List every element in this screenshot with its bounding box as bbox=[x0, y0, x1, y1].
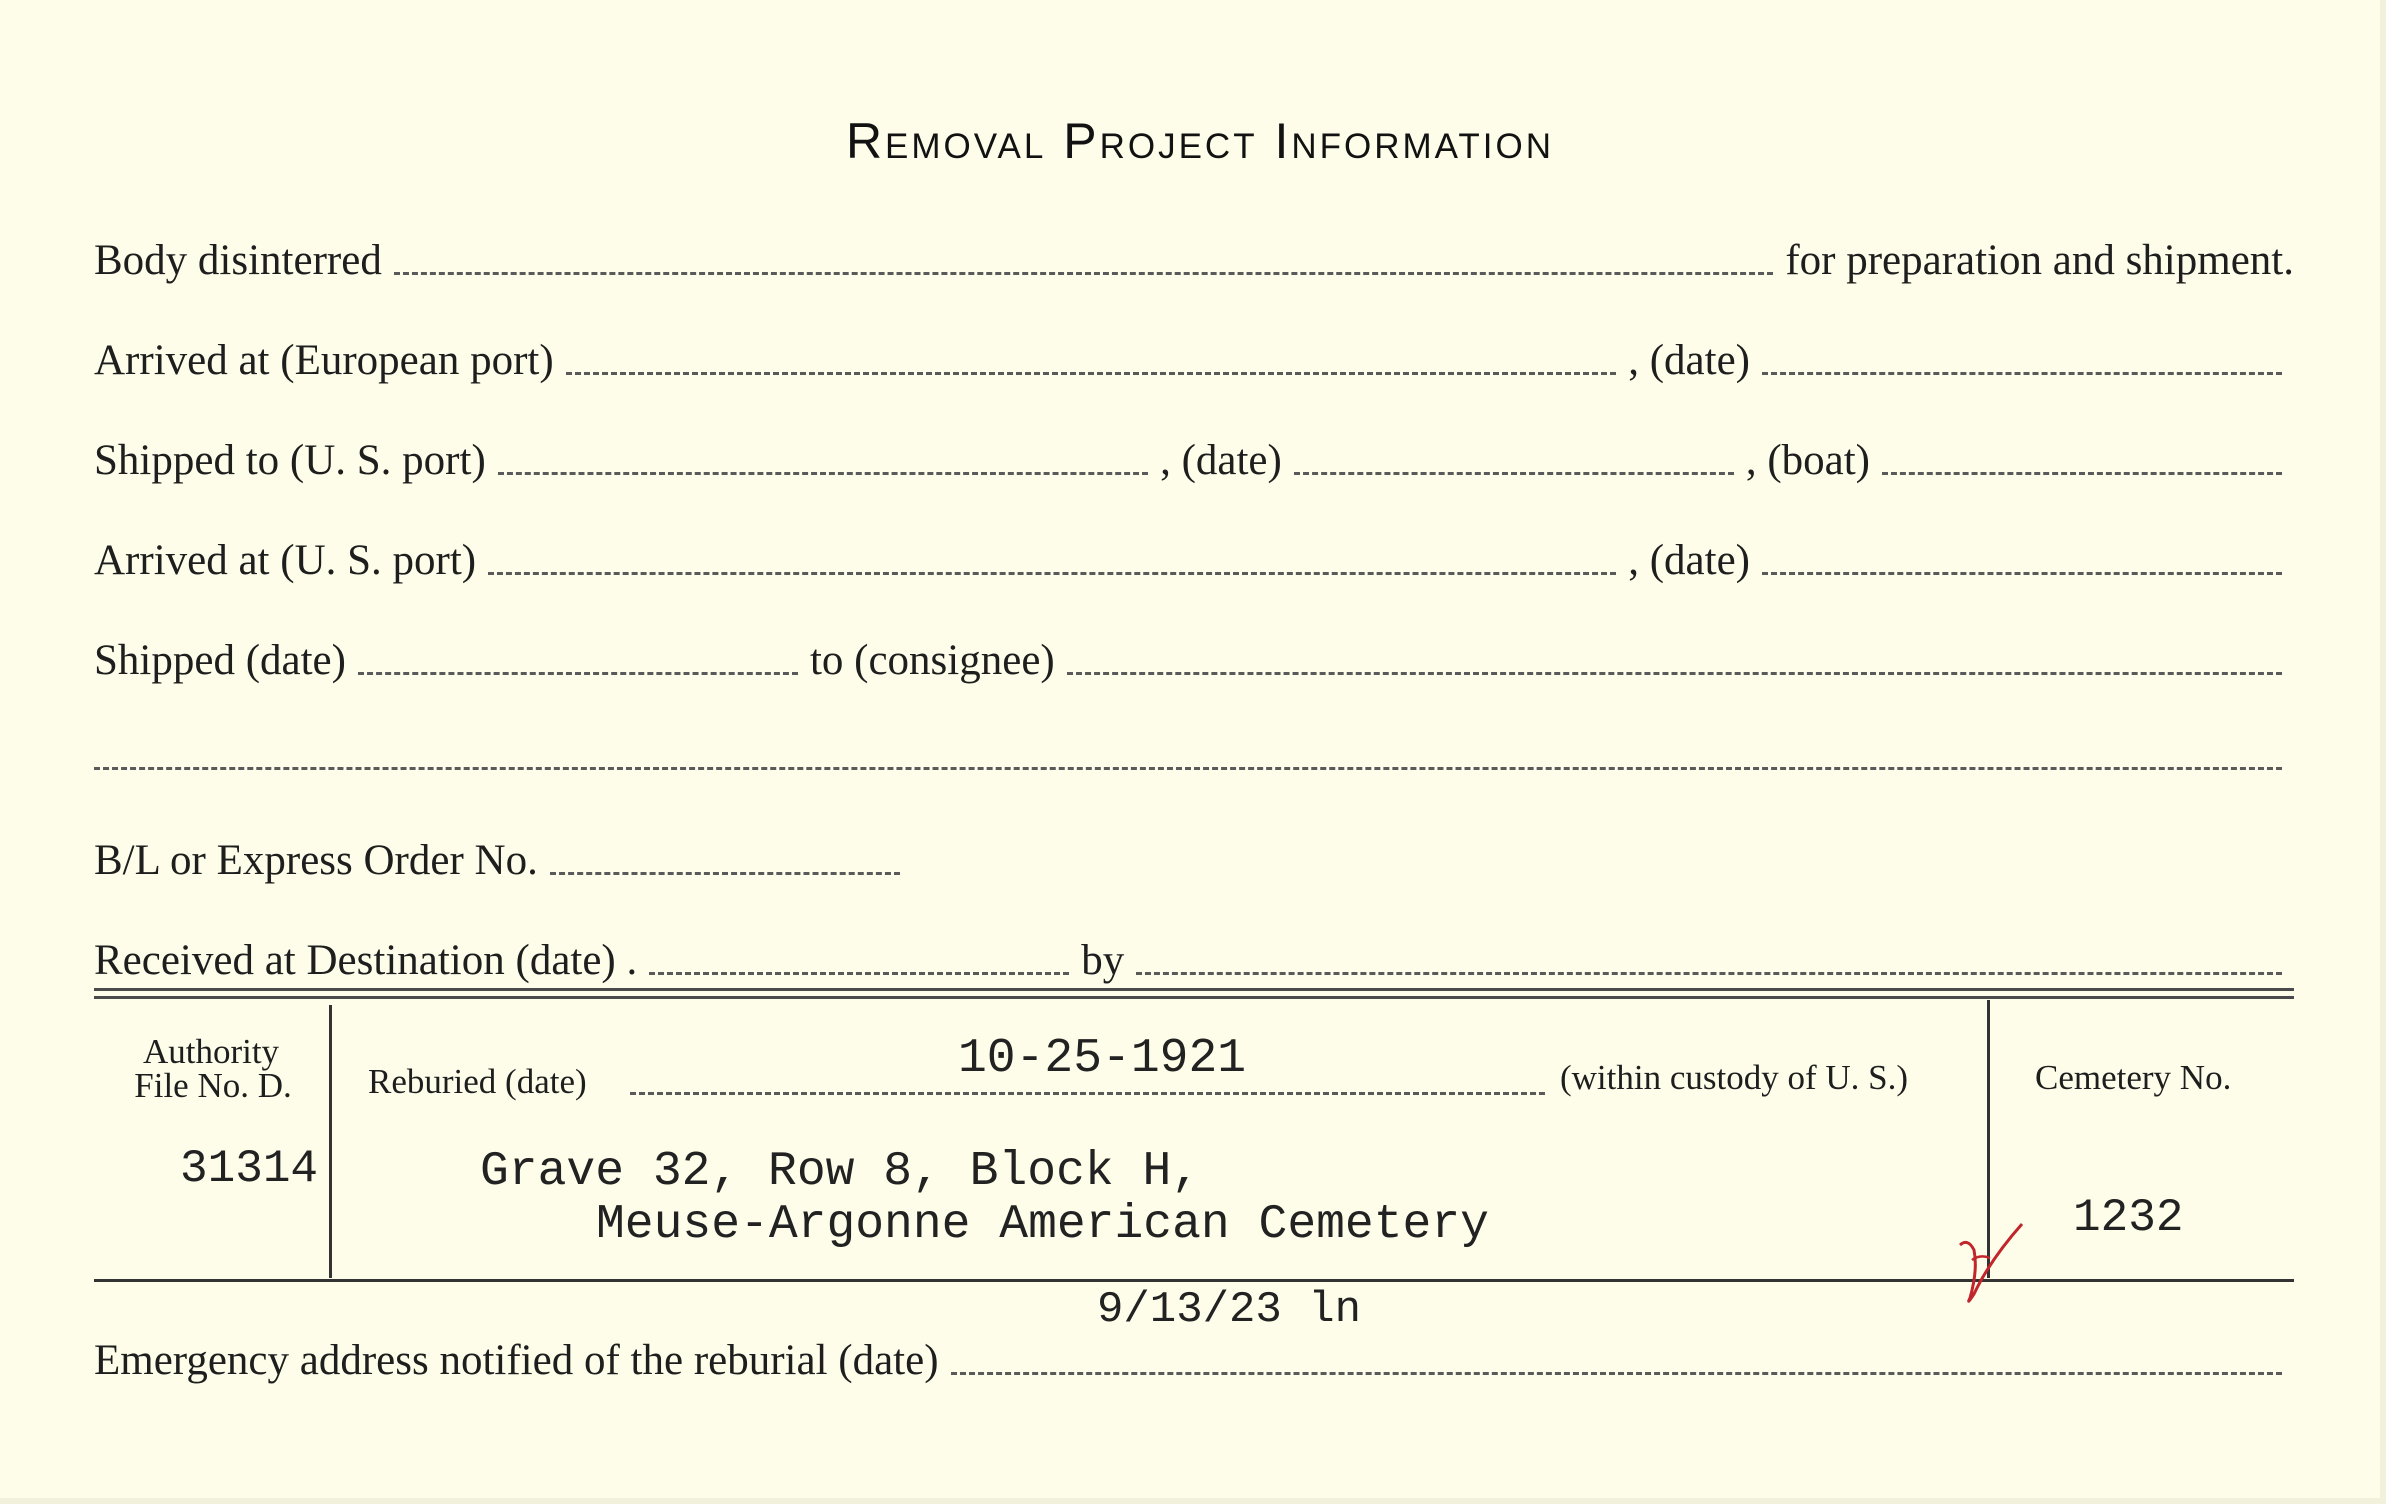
body-disinterred-label: Body disinterred bbox=[94, 237, 382, 284]
boat-line bbox=[1882, 472, 2282, 475]
card-title: Removal Project Information bbox=[845, 113, 1555, 169]
row-bl-express bbox=[94, 825, 2294, 885]
consignee-line bbox=[1067, 672, 2282, 675]
shipped-us-port-label: Shipped to (U. S. port) bbox=[94, 437, 486, 484]
row-shipped-consignee bbox=[94, 625, 2294, 685]
received-destination-label: Received at Destination (date) . bbox=[94, 937, 638, 984]
arrived-us-port-label: Arrived at (U. S. port) bbox=[94, 537, 477, 584]
table-divider-left bbox=[329, 1005, 332, 1278]
shipped-date-field-line bbox=[358, 672, 798, 675]
authority-label-line2: File No. D. bbox=[134, 1066, 292, 1105]
emergency-line bbox=[951, 1372, 2282, 1375]
shipped-date-line bbox=[1294, 472, 1734, 475]
cemetery-number-label: Cemetery No. bbox=[2035, 1058, 2232, 1097]
row-body-disinterred bbox=[94, 225, 2294, 285]
by-label: by bbox=[1081, 937, 1125, 984]
shipped-date-label: , (date) bbox=[1160, 437, 1282, 484]
received-by-line bbox=[1136, 972, 2282, 975]
to-consignee-label: to (consignee) bbox=[809, 637, 1055, 684]
red-checkmark-icon bbox=[1950, 1210, 2030, 1310]
grave-location-line2: Meuse-Argonne American Cemetery bbox=[596, 1198, 1489, 1252]
european-date-line bbox=[1762, 372, 2282, 375]
custody-label: (within custody of U. S.) bbox=[1560, 1058, 1909, 1097]
body-disinterred-line bbox=[394, 272, 1773, 275]
blank-line bbox=[94, 767, 2282, 770]
emergency-label: Emergency address notified of the reburial (date) bbox=[94, 1337, 939, 1384]
for-preparation-label: for preparation and shipment. bbox=[1785, 237, 2294, 284]
table-top-rule bbox=[94, 988, 2294, 999]
arrived-us-date-line bbox=[1762, 572, 2282, 575]
reburied-date-line bbox=[630, 1092, 1545, 1095]
us-port-line bbox=[498, 472, 1148, 475]
boat-label: , (boat) bbox=[1745, 437, 1870, 484]
row-shipped-us-port bbox=[94, 425, 2294, 485]
authority-file-number: 31314 bbox=[180, 1143, 319, 1195]
bl-express-line bbox=[550, 872, 900, 875]
row-arrived-european-port bbox=[94, 325, 2294, 385]
european-port-line bbox=[566, 372, 1617, 375]
arrived-us-port-line bbox=[488, 572, 1616, 575]
cemetery-number-value: 1232 bbox=[2073, 1192, 2184, 1244]
row-received-destination bbox=[94, 925, 2294, 985]
row-emergency bbox=[94, 1325, 2294, 1385]
received-date-line bbox=[649, 972, 1069, 975]
shipped-date-field-label: Shipped (date) bbox=[94, 637, 346, 684]
row-blank bbox=[94, 720, 2294, 780]
bl-express-label: B/L or Express Order No. bbox=[94, 837, 538, 884]
emergency-typed-date: 9/13/23 ln bbox=[1097, 1285, 1362, 1335]
row-arrived-us-port bbox=[94, 525, 2294, 585]
european-date-label: , (date) bbox=[1628, 337, 1750, 384]
reburied-date-value: 10-25-1921 bbox=[958, 1032, 1247, 1086]
arrived-us-date-label: , (date) bbox=[1628, 537, 1750, 584]
arrived-european-port-label: Arrived at (European port) bbox=[94, 337, 554, 384]
grave-location-line1: Grave 32, Row 8, Block H, bbox=[480, 1145, 1201, 1199]
authority-label-line1: Authority bbox=[142, 1032, 280, 1071]
reburied-label: Reburied (date) bbox=[368, 1062, 587, 1101]
